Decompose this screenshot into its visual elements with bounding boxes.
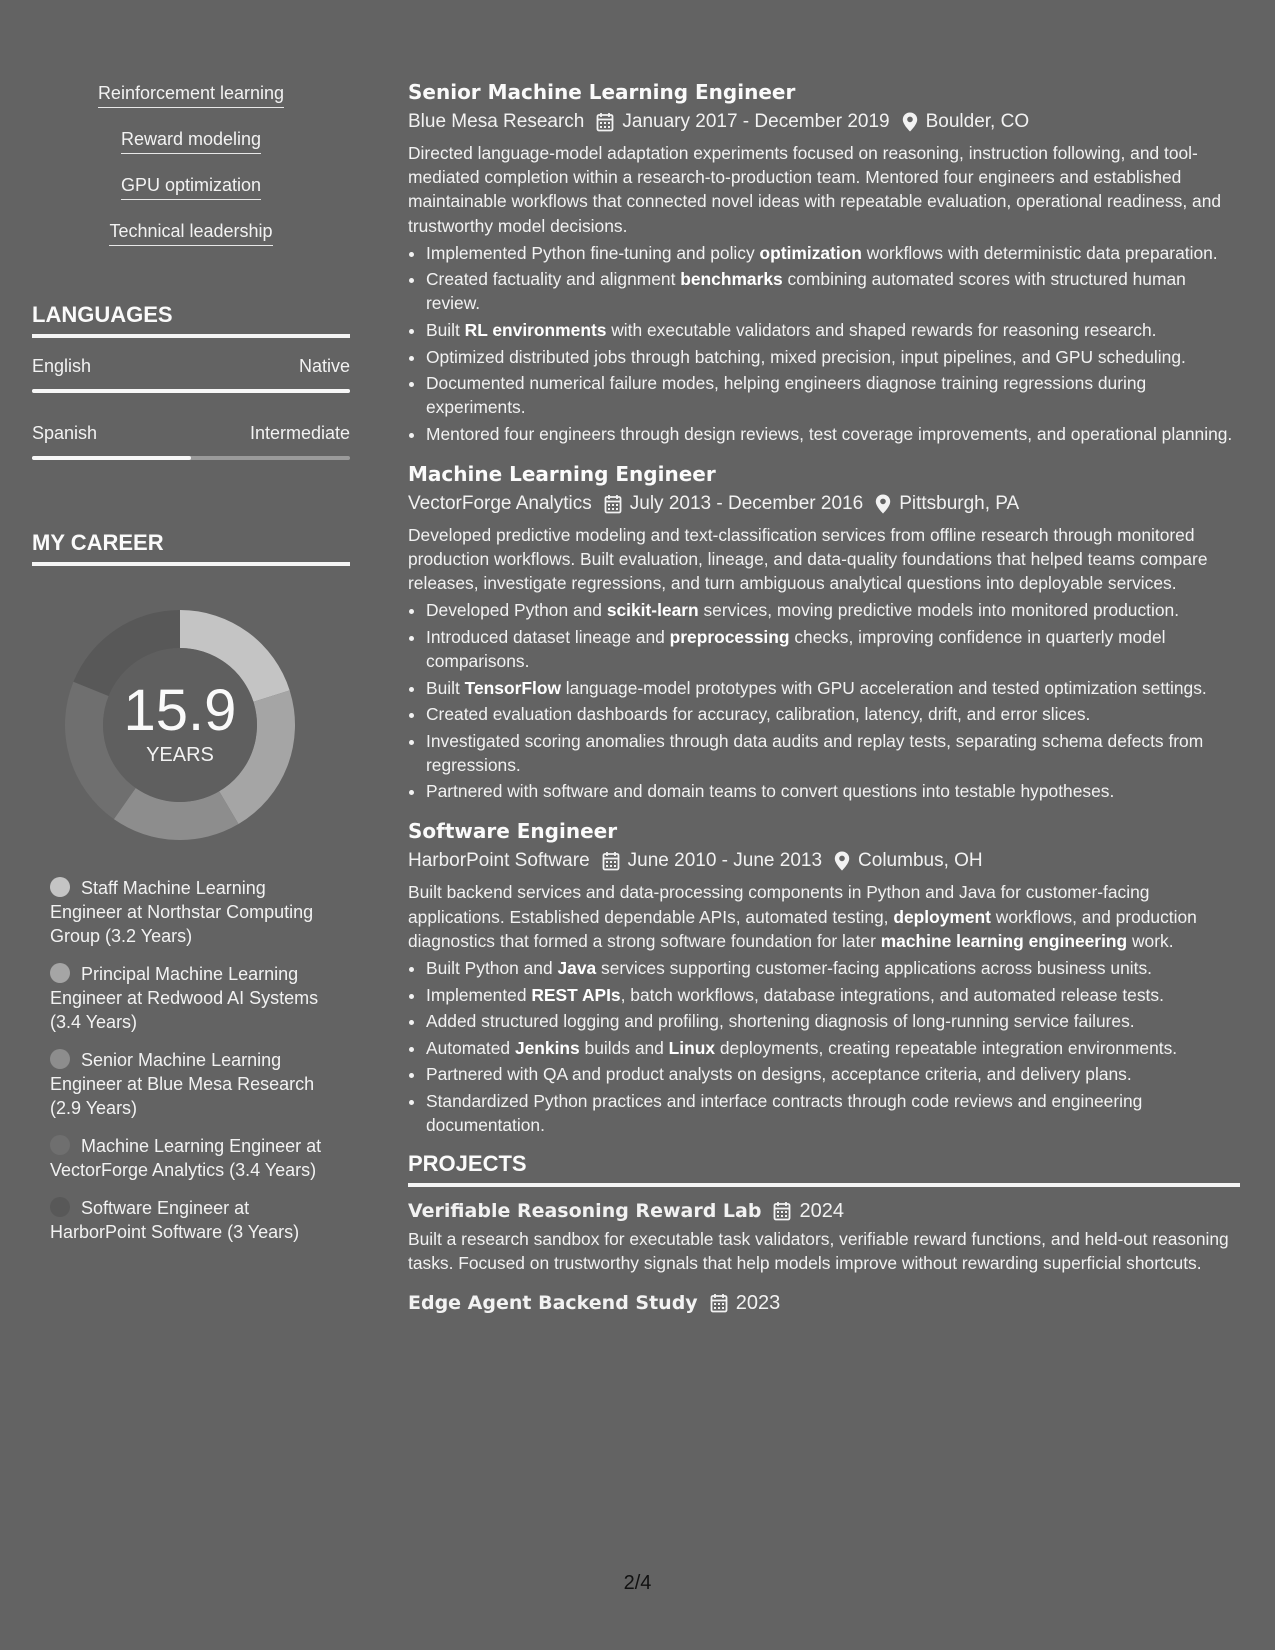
calendar-icon	[773, 1201, 791, 1221]
career-legend-dot	[50, 1049, 70, 1069]
job-meta	[408, 491, 1240, 517]
skill-item: Reinforcement learning	[98, 82, 284, 108]
career-legend-label: Staff Machine Learning Engineer at Northstar Computing Group (3.2 Years)	[50, 878, 314, 946]
language-item	[32, 356, 350, 393]
page-number: 2/4	[623, 1572, 652, 1594]
career-legend-label: Software Engineer at HarborPoint Software (3 Years)	[50, 1198, 300, 1242]
job-bullet: • Built RL environments with executable validators and shaped rewards for reasoning research.	[426, 318, 1240, 342]
career-legend-dot	[50, 963, 70, 983]
job-bullet: • Documented numerical failure modes, helping engineers diagnose training regressions during experiments.	[426, 371, 1240, 419]
main-content	[408, 78, 1240, 1317]
job-bullet: • Developed Python and scikit-learn services, moving predictive models into monitored production.	[426, 598, 1240, 622]
job-description: Built backend services and data-processing components in Python and Java for customer-facing applications. Established dependable APIs, automated testing, deployment workflows, and production diagnostics that formed a strong software foundation for later machine learning engineering work.	[408, 882, 1197, 951]
job-bullet: • Standardized Python practices and interface contracts through code reviews and engineering documentation.	[426, 1089, 1240, 1137]
project-year: 2024	[799, 1199, 844, 1222]
job-bullets	[408, 956, 1240, 1137]
project-description: Built a research sandbox for executable task validators, verifiable reward functions, and held-out reasoning tasks. Focused on trustworthy signals that help models improve without rewarding superficial shortcuts.	[408, 1228, 1229, 1274]
calendar-icon	[602, 851, 620, 871]
job-company: VectorForge Analytics	[408, 492, 592, 514]
career-legend-item	[50, 962, 322, 1034]
career-legend-item	[50, 1134, 322, 1182]
projects-heading: PROJECTS	[408, 1151, 1240, 1187]
job-bullet: • Added structured logging and profiling, shortening diagnosis of long-running service failures.	[426, 1009, 1240, 1033]
project-header	[408, 1289, 1240, 1317]
skill-item: GPU optimization	[121, 174, 261, 200]
map-pin-icon	[902, 112, 918, 132]
job-bullets	[408, 598, 1240, 803]
job-bullet: • Built Python and Java services supporting customer-facing applications across business units.	[426, 956, 1240, 980]
calendar-icon	[604, 494, 622, 514]
job-meta	[408, 848, 1240, 874]
job-description: Directed language-model adaptation experiments focused on reasoning, instruction following, and tool-mediated completion within a research-to-production team. Mentored four engineers and established maintainable workflows that connected novel ideas with repeatable evaluation, operational readiness, and trustworthy model decisions.	[408, 143, 1222, 236]
language-name: English	[32, 356, 92, 376]
job-bullet: • Partnered with software and domain teams to convert questions into testable hypotheses.	[426, 779, 1240, 803]
sidebar	[32, 82, 350, 1258]
job-title: Software Engineer	[408, 819, 618, 844]
career-legend	[50, 876, 322, 1244]
job-company: Blue Mesa Research	[408, 111, 585, 132]
career-total-years: 15.9	[123, 678, 237, 743]
job-meta	[408, 109, 1240, 135]
language-item	[32, 423, 350, 460]
job-bullet: • Created evaluation dashboards for accuracy, calibration, latency, drift, and error slices.	[426, 702, 1240, 726]
job-bullet: • Investigated scoring anomalies through data audits and replay tests, separating schema defects from regressions.	[426, 729, 1240, 777]
language-level-fill	[32, 456, 191, 460]
career-donut-chart	[65, 610, 295, 840]
project-name: Verifiable Reasoning Reward Lab	[408, 1199, 762, 1222]
project-name: Edge Agent Backend Study	[408, 1292, 698, 1315]
job-bullet: • Built TensorFlow language-model prototypes with GPU acceleration and tested optimization settings.	[426, 676, 1240, 700]
skill-item: Technical leadership	[109, 220, 272, 246]
job-dates: June 2010 - June 2013	[627, 850, 823, 872]
job-entry	[408, 817, 1240, 1137]
job-description: Developed predictive modeling and text-classification services from offline research through monitored production workflows. Built evaluation, lineage, and data-quality foundations that helped teams compare releases, investigate regressions, and turn ambiguous analytical questions into deployable services.	[408, 524, 1208, 594]
project-year: 2023	[735, 1292, 781, 1315]
language-level-bar	[32, 456, 350, 460]
job-entry	[408, 460, 1240, 804]
project-header	[408, 1197, 1240, 1225]
job-bullet: • Partnered with QA and product analysts on designs, acceptance criteria, and delivery plans.	[426, 1062, 1240, 1086]
career-heading: MY CAREER	[32, 530, 350, 566]
language-name: Spanish	[32, 423, 98, 443]
map-pin-icon	[875, 494, 891, 514]
project-entry	[408, 1197, 1240, 1275]
project-entry	[408, 1289, 1240, 1317]
career-total-unit: YEARS	[146, 744, 214, 766]
calendar-icon	[710, 1293, 728, 1313]
job-entry	[408, 78, 1240, 446]
job-dates: July 2013 - December 2016	[629, 492, 864, 514]
language-level: Native	[298, 356, 350, 376]
career-legend-item	[50, 1048, 322, 1120]
skills-list	[32, 82, 350, 266]
languages-heading: LANGUAGES	[32, 302, 350, 338]
job-location: Boulder, CO	[925, 111, 1030, 132]
job-bullet: • Mentored four engineers through design reviews, test coverage improvements, and operational planning.	[426, 422, 1240, 446]
job-title: Senior Machine Learning Engineer	[408, 80, 796, 104]
career-legend-label: Machine Learning Engineer at VectorForge Analytics (3.4 Years)	[50, 1136, 322, 1180]
job-bullet: • Created factuality and alignment benchmarks combining automated scores with structured human review.	[426, 267, 1240, 315]
calendar-icon	[596, 112, 614, 132]
career-legend-item	[50, 1196, 322, 1244]
career-legend-item	[50, 876, 322, 948]
job-bullets	[408, 241, 1240, 446]
skill-item: Reward modeling	[121, 128, 261, 154]
job-location: Pittsburgh, PA	[899, 492, 1020, 514]
language-level-fill	[32, 389, 350, 393]
job-bullet: • Optimized distributed jobs through batching, mixed precision, input pipelines, and GPU scheduling.	[426, 345, 1240, 369]
career-legend-label: Principal Machine Learning Engineer at Redwood AI Systems (3.4 Years)	[50, 964, 319, 1032]
career-legend-dot	[50, 1135, 70, 1155]
job-bullet: • Automated Jenkins builds and Linux deployments, creating repeatable integration environments.	[426, 1036, 1240, 1060]
job-bullet: • Introduced dataset lineage and preprocessing checks, improving confidence in quarterly model comparisons.	[426, 625, 1240, 673]
job-bullet: • Implemented Python fine-tuning and policy optimization workflows with deterministic data preparation.	[426, 241, 1240, 265]
career-legend-label: Senior Machine Learning Engineer at Blue Mesa Research (2.9 Years)	[50, 1050, 315, 1118]
job-bullet: • Implemented REST APIs, batch workflows, database integrations, and automated release tests.	[426, 983, 1240, 1007]
job-dates: January 2017 - December 2019	[622, 111, 890, 132]
career-legend-dot	[50, 1197, 70, 1217]
language-level: Intermediate	[249, 423, 350, 443]
career-legend-dot	[50, 877, 70, 897]
job-location: Columbus, OH	[858, 850, 983, 872]
language-level-bar	[32, 389, 350, 393]
map-pin-icon	[834, 851, 850, 871]
job-company: HarborPoint Software	[408, 850, 590, 872]
job-title: Machine Learning Engineer	[408, 461, 716, 486]
